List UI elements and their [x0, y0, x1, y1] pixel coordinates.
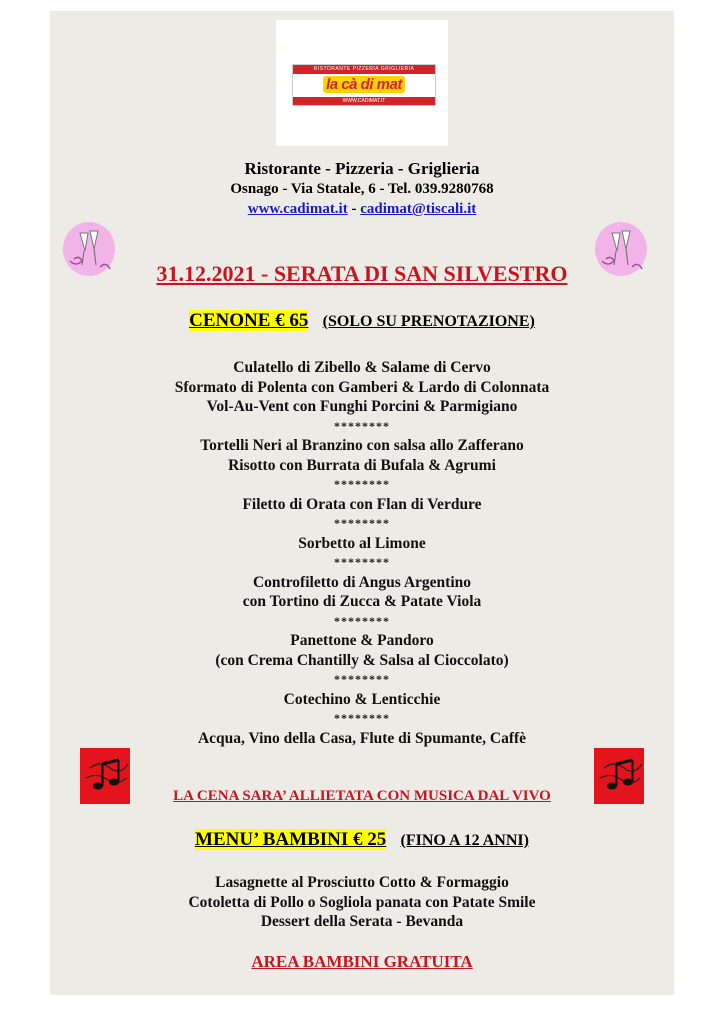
live-music-note: LA CENA SARA’ ALLIETATA CON MUSICA DAL VIVO: [173, 788, 551, 804]
bambini-menu-item: Dessert della Serata - Bevanda: [260, 913, 464, 930]
menu-separator: ********: [334, 418, 390, 433]
restaurant-type: Ristorante - Pizzeria - Griglieria: [244, 159, 480, 178]
menu-item: Panettone & Pandoro: [290, 632, 434, 649]
menu-item: Filetto di Orata con Flan di Verdure: [242, 495, 482, 513]
bambini-menu-item: Cotoletta di Pollo o Sogliola panata con Patate Smile: [188, 893, 536, 911]
bambini-menu-item: Lasagnette al Prosciutto Cotto & Formaggio: [215, 874, 509, 891]
bambini-menu-list: [50, 873, 674, 932]
menu-separator: ********: [334, 555, 390, 569]
menu-item: Acqua, Vino della Casa, Flute di Spumante, Caffè: [197, 729, 527, 747]
logo-sign: [292, 64, 436, 106]
menu-item: Cotechino & Lenticchie: [283, 690, 441, 708]
cenone-note: (SOLO SU PRENOTAZIONE): [322, 313, 535, 330]
menu-item: Sorbetto al Limone: [298, 534, 426, 552]
menu-item: Tortelli Neri al Branzino con salsa allo Zafferano: [200, 437, 524, 454]
menu-separator: ********: [334, 613, 390, 628]
logo-url-text: WWW.CADIMAT.IT: [293, 97, 435, 105]
cenone-price: CENONE € 65: [189, 310, 309, 331]
bambini-price: MENU’ BAMBINI € 25: [195, 829, 387, 850]
bambini-heading: [50, 829, 674, 851]
menu-page: [50, 11, 674, 995]
restaurant-logo: [276, 20, 448, 146]
event-title: 31.12.2021 - SERATA DI SAN SILVESTRO: [156, 261, 568, 286]
cenone-heading: [50, 310, 674, 332]
contact-separator: -: [347, 201, 361, 217]
menu-item: Sformato di Polenta con Gamberi & Lardo di Colonnata: [174, 378, 550, 396]
menu-separator: ********: [334, 711, 390, 725]
menu-item: Controfiletto di Angus Argentino: [252, 573, 472, 591]
logo-top-text: RISTORANTE PIZZERIA GRIGLIERIA: [293, 65, 435, 74]
menu-separator: ********: [334, 516, 390, 530]
menu-item: Risotto con Burrata di Bufala & Agrumi: [228, 456, 496, 474]
menu-separator: ********: [334, 672, 390, 686]
menu-item: Culatello di Zibello & Salame di Cervo: [233, 359, 491, 376]
logo-brand: la cà di mat: [293, 74, 435, 96]
menu-separator: ********: [334, 477, 390, 491]
menu-item: con Tortino di Zucca & Patate Viola: [242, 593, 482, 610]
menu-item: (con Crema Chantilly & Salsa al Cioccolato): [215, 651, 509, 669]
email-link[interactable]: cadimat@tiscali.it: [360, 201, 477, 217]
website-link[interactable]: www.cadimat.it: [247, 201, 348, 217]
bambini-note: (FINO A 12 ANNI): [400, 832, 529, 849]
menu-item: Vol-Au-Vent con Funghi Porcini & Parmigiano: [206, 398, 518, 415]
area-bambini: AREA BAMBINI GRATUITA: [251, 952, 473, 971]
restaurant-address: Osnago - Via Statale, 6 - Tel. 039.9280768: [230, 181, 494, 197]
menu-list: [50, 358, 674, 748]
contact-links: [50, 201, 674, 218]
